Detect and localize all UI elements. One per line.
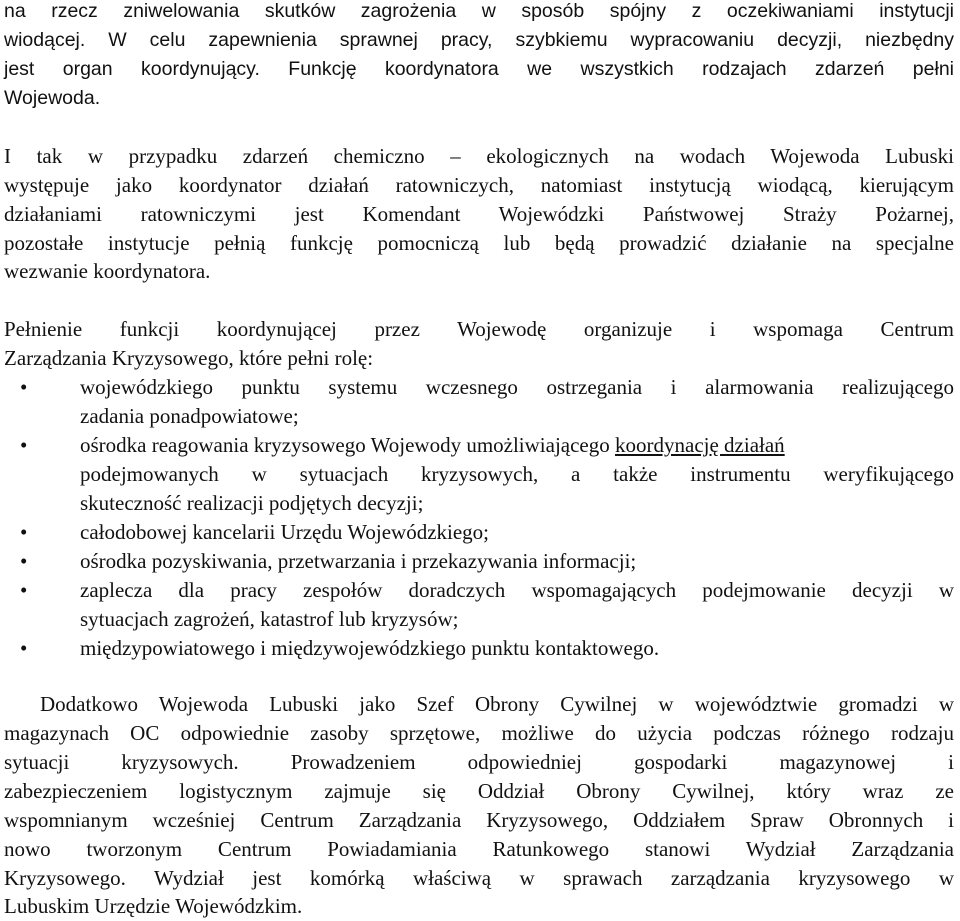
text-line: zabezpieczeniem logistycznym zajmuje się Oddział Obrony Cywilnej, który wraz ze — [4, 779, 954, 803]
text-line: magazynach OC odpowiednie zasoby sprzętowe, możliwe do użycia podczas różnego rodzaju — [4, 721, 954, 745]
text-line: ośrodka pozyskiwania, przetwarzania i przekazywania informacji; — [80, 549, 637, 573]
text-line: Zarządzania Kryzysowego, które pełni rolę: — [4, 346, 374, 370]
text-line: międzypowiatowego i międzywojewódzkiego punktu kontaktowego. — [80, 636, 660, 660]
bullet-icon: • — [20, 578, 28, 602]
text-line: całodobowej kancelarii Urzędu Wojewódzkiego; — [80, 520, 490, 544]
text-span: ośrodka reagowania kryzysowego Wojewody umożliwiającego — [80, 433, 616, 457]
text-line: zadania ponadpowiatowe; — [80, 404, 299, 428]
text-line: zaplecza dla pracy zespołów doradczych wspomagających podejmowanie decyzji w — [80, 578, 954, 602]
text-line: Pełnienie funkcji koordynującej przez Wojewodę organizuje i wspomaga Centrum — [4, 317, 954, 341]
text-line: pozostałe instytucje pełnią funkcję pomocniczą lub będą prowadzić działanie na specjalne — [4, 231, 954, 255]
text-line: działaniami ratowniczymi jest Komendant Wojewódzki Państwowej Straży Pożarnej, — [4, 202, 954, 226]
text-line: na rzecz zniwelowania skutków zagrożenia w sposób spójny z oczekiwaniami instytucji — [4, 0, 954, 22]
text-line: Dodatkowo Wojewoda Lubuski jako Szef Obrony Cywilnej w województwie gromadzi w — [40, 692, 954, 716]
bullet-icon: • — [20, 520, 28, 544]
text-line — [80, 430, 954, 460]
text-line: sytuacji kryzysowych. Prowadzeniem odpowiedniej gospodarki magazynowej i — [4, 750, 954, 774]
text-line: wiodącej. W celu zapewnienia sprawnej pracy, szybkiemu wypracowaniu decyzji, niezbędny — [4, 29, 954, 51]
text-line: Wojewoda. — [4, 87, 101, 109]
text-line: skuteczność realizacji podjętych decyzji; — [80, 491, 424, 515]
underlined-link-text: koordynację działań — [615, 433, 785, 457]
text-line: wspomnianym wcześniej Centrum Zarządzania Kryzysowego, Oddziałem Spraw Obronnych i — [4, 808, 954, 832]
bullet-icon: • — [20, 549, 28, 573]
text-line: wezwanie koordynatora. — [4, 259, 211, 283]
text-line: I tak w przypadku zdarzeń chemiczno – ekologicznych na wodach Wojewoda Lubuski — [4, 144, 954, 168]
text-line: występuje jako koordynator działań ratowniczych, natomiast instytucją wiodącą, kierującym — [4, 173, 954, 197]
bullet-icon: • — [20, 636, 28, 660]
text-line: wojewódzkiego punktu systemu wczesnego ostrzegania i alarmowania realizującego — [80, 375, 954, 399]
text-line: nowo tworzonym Centrum Powiadamiania Ratunkowego stanowi Wydział Zarządzania — [4, 837, 954, 861]
bullet-icon: • — [20, 433, 28, 457]
text-line: Kryzysowego. Wydział jest komórką właściwą w sprawach zarządzania kryzysowego w — [4, 866, 954, 890]
text-line: podejmowanych w sytuacjach kryzysowych, a także instrumentu weryfikującego — [80, 462, 954, 486]
text-line: Lubuskim Urzędzie Wojewódzkim. — [4, 894, 303, 918]
text-line: jest organ koordynujący. Funkcję koordynatora we wszystkich rodzajach zdarzeń pełni — [4, 58, 954, 80]
text-line: sytuacjach zagrożeń, katastrof lub kryzysów; — [80, 607, 459, 631]
bullet-icon: • — [20, 375, 28, 399]
